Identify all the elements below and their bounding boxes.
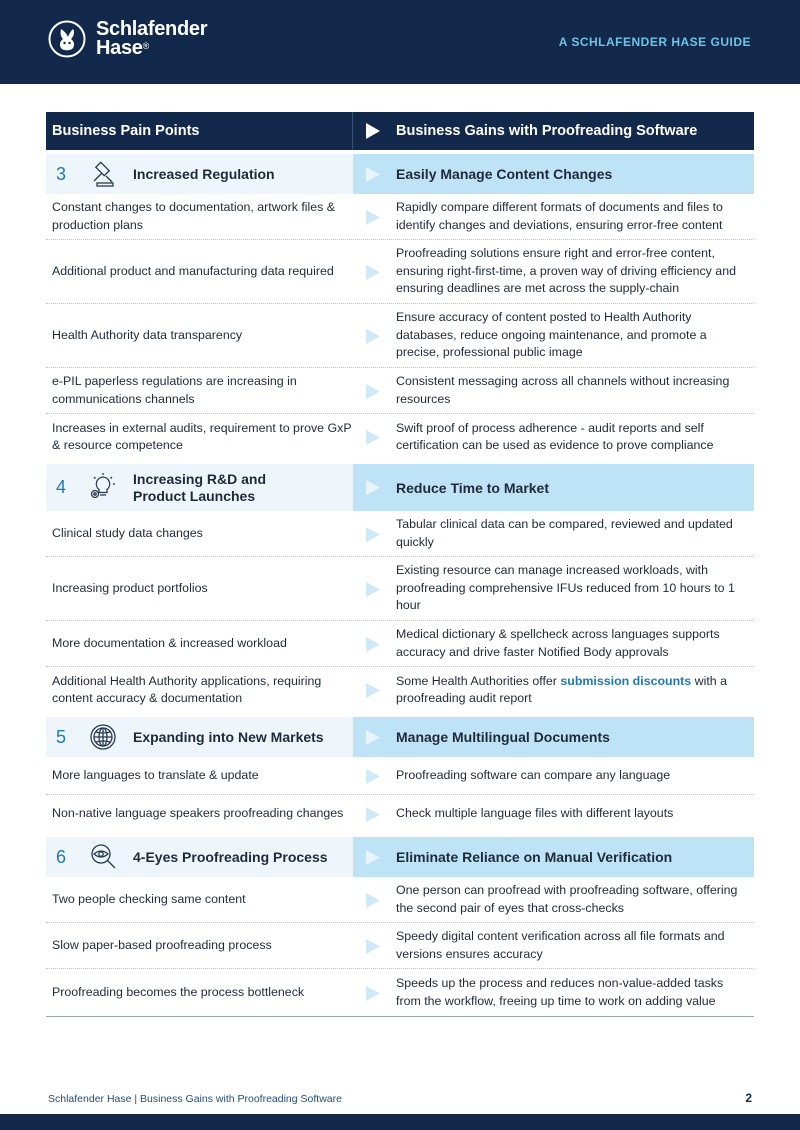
arrow-right-icon <box>366 329 380 344</box>
gain-cell: Some Health Authorities offer submission discounts with a proofreading audit report <box>396 673 728 705</box>
col-gain-header <box>353 112 754 150</box>
section-title: Increasing R&D and Product Launches <box>133 470 267 504</box>
table-row <box>46 795 754 833</box>
brand-line-1: Schlafender <box>96 18 208 40</box>
pain-cell: Non-native language speakers proofreading changes <box>52 806 344 821</box>
section-title: 4-Eyes Proofreading Process <box>133 848 328 865</box>
col-pain-header: Business Pain Points <box>46 112 353 150</box>
footer-bar <box>0 1114 800 1130</box>
table-row <box>46 414 754 460</box>
section-header <box>46 464 754 511</box>
section-number: 5 <box>56 726 67 747</box>
gain-cell: Ensure accuracy of content posted to Health Authority databases, reduce ongoing maintenance, and promote a precise, professional public image <box>396 310 707 360</box>
brand-line-2: Hase <box>96 37 143 59</box>
col-gain-header-label: Business Gains with Proofreading Software <box>396 123 698 139</box>
gain-title: Eliminate Reliance on Manual Verification <box>396 849 673 865</box>
guide-label: A SCHLAFENDER HASE GUIDE <box>558 35 751 49</box>
brand-logotype <box>96 20 207 58</box>
pain-cell: Slow paper-based proofreading process <box>52 937 272 952</box>
table-row <box>46 194 754 240</box>
section-number: 3 <box>56 163 67 184</box>
pain-cell: Increasing product portfolios <box>52 580 208 595</box>
arrow-right-icon <box>366 384 380 399</box>
pain-cell: Constant changes to documentation, artwork files & production plans <box>52 200 336 232</box>
pain-cell: Increases in external audits, requirement to prove GxP & resource competence <box>52 420 352 452</box>
pain-cell: Clinical study data changes <box>52 525 203 540</box>
rabbit-logo-icon <box>48 20 86 58</box>
page-number: 2 <box>745 1091 752 1105</box>
section-title: Expanding into New Markets <box>133 728 324 745</box>
gain-cell: Speedy digital content verification across all file formats and versions ensures accuracy <box>396 929 725 961</box>
arrow-right-icon <box>366 850 380 865</box>
table-row <box>46 757 754 795</box>
section-title: Increased Regulation <box>133 165 275 182</box>
section-number: 4 <box>56 477 67 497</box>
globe-icon <box>88 722 118 752</box>
gain-title: Easily Manage Content Changes <box>396 166 613 182</box>
pain-cell: More languages to translate & update <box>52 767 259 782</box>
table-row <box>46 557 754 621</box>
table-row <box>46 304 754 368</box>
table-row <box>46 621 754 667</box>
table-header <box>46 112 754 150</box>
table-row <box>46 368 754 414</box>
magnifier-eye-icon <box>88 842 118 872</box>
gain-cell: Swift proof of process adherence - audit reports and self certification can be used as evidence to prove compliance <box>396 420 714 452</box>
pain-cell: More documentation & increased workload <box>52 635 287 650</box>
page-header <box>0 0 800 84</box>
gain-title: Manage Multilingual Documents <box>396 729 610 745</box>
gain-cell: Speeds up the process and reduces non-value-added tasks from the workflow, freeing up time to work on adding value <box>396 976 724 1008</box>
footer-text: Schlafender Hase | Business Gains with Proofreading Software <box>48 1093 342 1105</box>
gain-cell: Proofreading software can compare any language <box>396 767 671 782</box>
arrow-right-icon <box>366 167 380 182</box>
table-row <box>46 877 754 923</box>
gain-cell: Check multiple language files with different layouts <box>396 806 674 821</box>
registered-mark: ® <box>142 41 149 51</box>
gain-cell: Existing resource can manage increased workloads, with proofreading comprehensive IFUs reduced from 10 hours to 1 hour <box>396 563 735 613</box>
arrow-right-icon <box>366 210 380 225</box>
arrow-right-icon <box>366 265 380 280</box>
arrow-right-icon <box>365 122 381 140</box>
arrow-right-icon <box>366 430 380 445</box>
arrow-right-icon <box>366 683 380 698</box>
gain-cell: Consistent messaging across all channels without increasing resources <box>396 374 730 406</box>
arrow-right-icon <box>366 893 380 908</box>
arrow-right-icon <box>366 807 380 822</box>
pain-cell: Additional Health Authority applications, requiring content accuracy & documentation <box>52 673 322 705</box>
arrow-right-icon <box>366 986 380 1001</box>
gain-title: Reduce Time to Market <box>396 479 550 496</box>
table-row <box>46 923 754 969</box>
gain-cell: Medical dictionary & spellcheck across languages supports accuracy and drive faster Notified Body approvals <box>396 627 720 659</box>
section-header <box>46 837 754 877</box>
gain-cell: One person can proofread with proofreading software, offering the second pair of eyes that cross-checks <box>396 883 738 915</box>
arrow-right-icon <box>366 582 380 597</box>
gain-cell: Tabular clinical data can be compared, reviewed and updated quickly <box>396 517 733 549</box>
section-header <box>46 717 754 757</box>
table-row <box>46 240 754 304</box>
arrow-right-icon <box>366 637 380 652</box>
section-header <box>46 154 754 194</box>
arrow-right-icon <box>366 730 380 745</box>
pain-cell: Two people checking same content <box>52 891 246 906</box>
submission-discounts-link[interactable]: submission discounts <box>560 673 692 688</box>
pain-cell: Proofreading becomes the process bottleneck <box>52 984 305 999</box>
table-row <box>46 969 754 1017</box>
table-row <box>46 667 754 713</box>
arrow-right-icon <box>366 480 380 495</box>
arrow-right-icon <box>366 769 380 784</box>
pain-cell: Health Authority data transparency <box>52 327 243 342</box>
table-row <box>46 511 754 557</box>
pain-cell: e-PIL paperless regulations are increasing in communications channels <box>52 374 297 406</box>
arrow-right-icon <box>366 939 380 954</box>
lightbulb-gear-icon <box>88 472 118 502</box>
section-number: 6 <box>56 846 67 867</box>
pain-cell: Additional product and manufacturing data required <box>52 263 334 278</box>
gain-cell: Proofreading solutions ensure right and error-free content, ensuring right-first-time, a proven way of driving efficiency and ensuring deadlines are met across the supply-chain <box>396 246 736 296</box>
gavel-icon <box>88 159 118 189</box>
gain-cell: Rapidly compare different formats of documents and files to identify changes and deviations, ensuring error-free content <box>396 200 723 232</box>
arrow-right-icon <box>366 527 380 542</box>
pain-gain-table <box>46 112 754 1017</box>
